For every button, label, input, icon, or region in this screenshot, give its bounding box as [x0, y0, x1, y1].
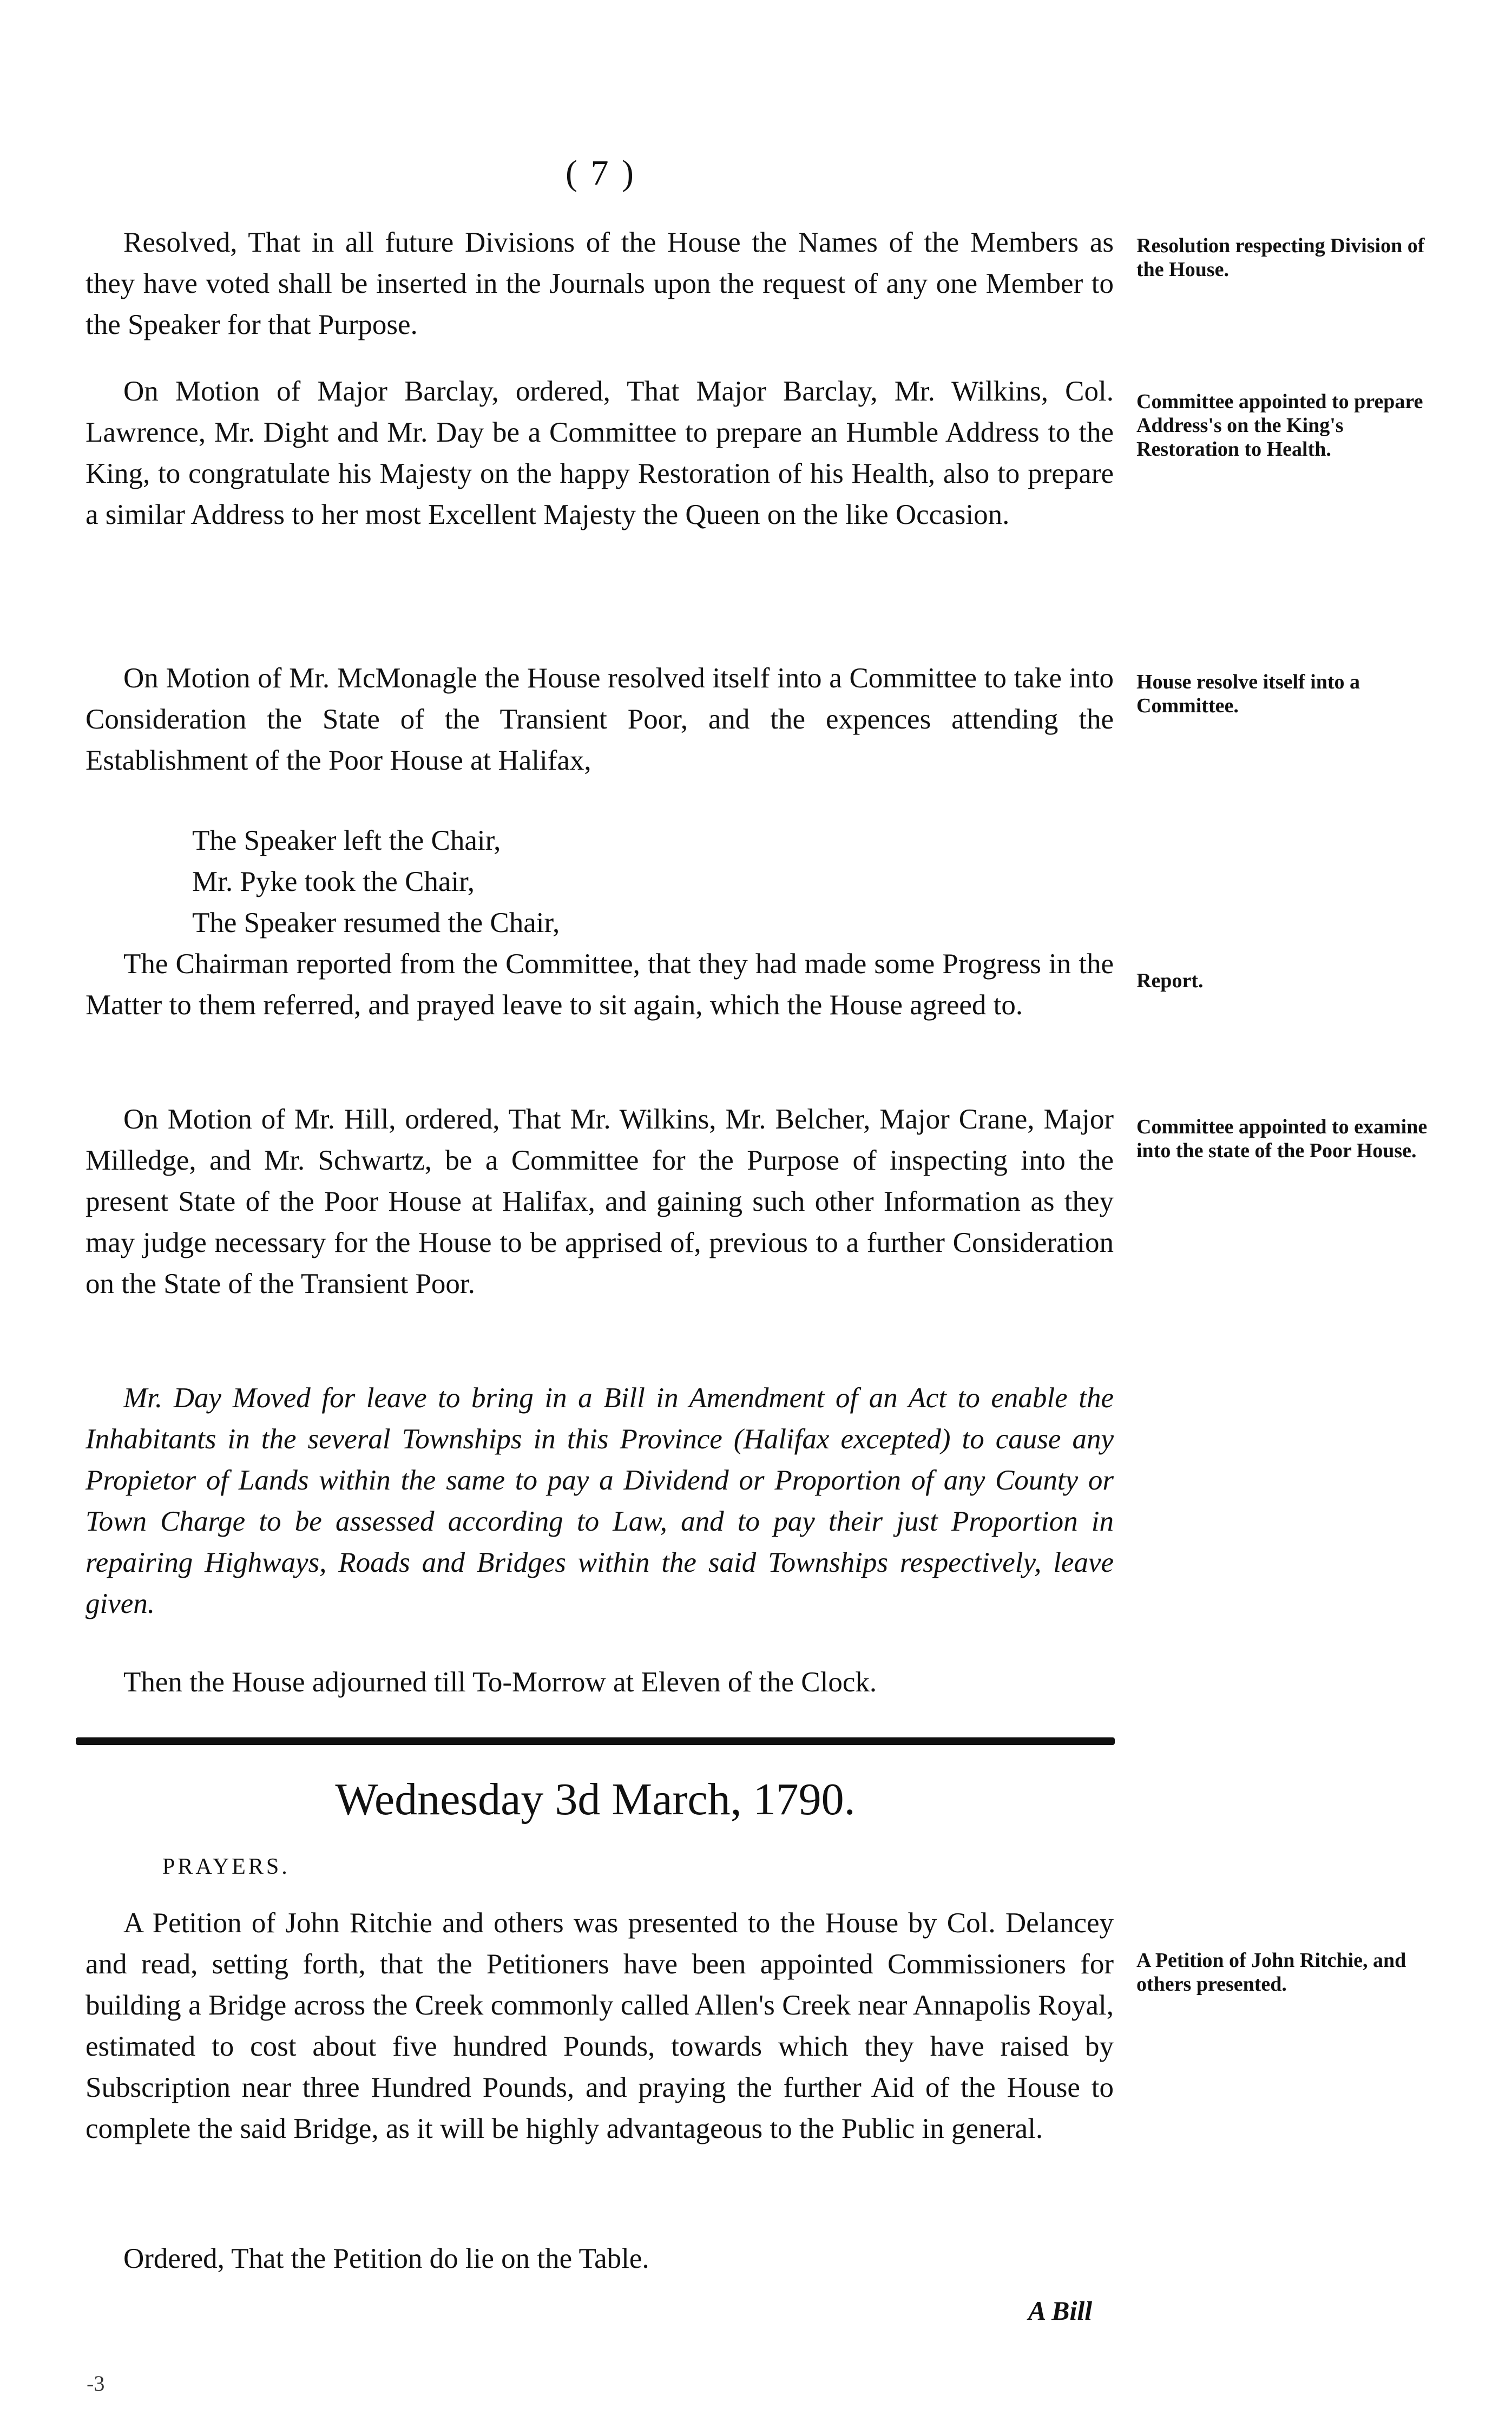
- margin-note-report: Report.: [1136, 969, 1204, 992]
- margin-note-address-committee: Committee appointed to prepare Address's on the King's Restoration to Health.: [1136, 390, 1423, 461]
- paragraph-text: Ordered, That the Petition do lie on the Table.: [123, 2243, 649, 2274]
- paragraph-bill-motion: [86, 1377, 1114, 1624]
- paragraph-text: On Motion of Mr. Hill, ordered, That Mr. Wilkins, Mr. Belcher, Major Crane, Major Milledge, and Mr. Schwartz, be a Committee for the Purpose of inspecting into the present State of the Poor House at Halifax, and gaining such other Information as they may judge necessary for the House to be apprised of, previous to a further Consideration on the State of the Transient Poor.: [86, 1104, 1114, 1300]
- date-heading: Wednesday 3d March, 1790.: [335, 1774, 856, 1825]
- paragraph-petition-order: [86, 2238, 1114, 2279]
- paragraph-resolution-divisions: [86, 222, 1114, 345]
- stage-line-pyke: Mr. Pyke took the Chair,: [192, 866, 475, 897]
- margin-note-resolution: Resolution respecting Division of the House.: [1136, 234, 1425, 281]
- section-divider: [76, 1737, 1115, 1745]
- margin-note-poor-house: Committee appointed to examine into the state of the Poor House.: [1136, 1116, 1428, 1162]
- paragraph-ritchie-petition: [86, 1902, 1114, 2149]
- paragraph-chairman-report: [86, 943, 1114, 1026]
- margin-note-petition: A Petition of John Ritchie, and others presented.: [1136, 1949, 1406, 1996]
- stage-line-speaker-resumed: The Speaker resumed the Chair,: [192, 907, 560, 939]
- page-number: ( 7 ): [566, 153, 636, 193]
- paragraph-poor-house-committee: [86, 1099, 1114, 1304]
- prayers-heading: PRAYERS.: [162, 1854, 290, 1879]
- stage-line-speaker-left: The Speaker left the Chair,: [192, 825, 501, 856]
- footer-mark: -3: [87, 2371, 105, 2396]
- paragraph-text: Then the House adjourned till To-Morrow at Eleven of the Clock.: [123, 1667, 877, 1698]
- paragraph-address-committee: [86, 371, 1114, 535]
- paragraph-adjournment: [86, 1662, 1114, 1703]
- catchword: A Bill: [1028, 2295, 1093, 2326]
- paragraph-text: The Chairman reported from the Committee, that they had made some Progress in the Matter to them referred, and prayed leave to sit again, which the House agreed to.: [86, 948, 1114, 1021]
- paragraph-text: Mr. Day Moved for leave to bring in a Bill in Amendment of an Act to enable the Inhabitants in the several Townships in this Province (Halifax excepted) to cause any Propietor of Lands within the same to pay a Dividend or Proportion of any County or Town Charge to be assessed according to Law, and to pay their just Proportion in repairing Highways, Roads and Bridges within the said Townships respectively, leave given.: [86, 1382, 1114, 1619]
- paragraph-text: A Petition of John Ritchie and others was presented to the House by Col. Delancey and read, setting forth, that the Petitioners have been appointed Commissioners for building a Bridge across the Creek commonly called Allen's Creek near Annapolis Royal, estimated to cost about five hundred Pounds, towards which they have raised by Subscription near three Hundred Pounds, and praying the further Aid of the House to complete the said Bridge, as it will be highly advantageous to the Public in general.: [86, 1907, 1114, 2144]
- margin-note-house-committee: House resolve itself into a Committee.: [1136, 671, 1360, 717]
- paragraph-text: On Motion of Mr. McMonagle the House resolved itself into a Committee to take into Consideration the State of the Transient Poor, and the expences attending the Establishment of the Poor House at Halifax,: [86, 662, 1114, 776]
- paragraph-transient-poor: [86, 658, 1114, 781]
- paragraph-text: Resolved, That in all future Divisions of the House the Names of the Members as they have voted shall be inserted in the Journals upon the request of any one Member to the Speaker for that Purpose.: [86, 227, 1114, 340]
- paragraph-text: On Motion of Major Barclay, ordered, That Major Barclay, Mr. Wilkins, Col. Lawrence, Mr. Dight and Mr. Day be a Committee to prepare an Humble Address to the King, to congratulate his Majesty on the happy Restoration of his Health, also to prepare a similar Address to her most Excellent Majesty the Queen on the like Occasion.: [86, 376, 1114, 530]
